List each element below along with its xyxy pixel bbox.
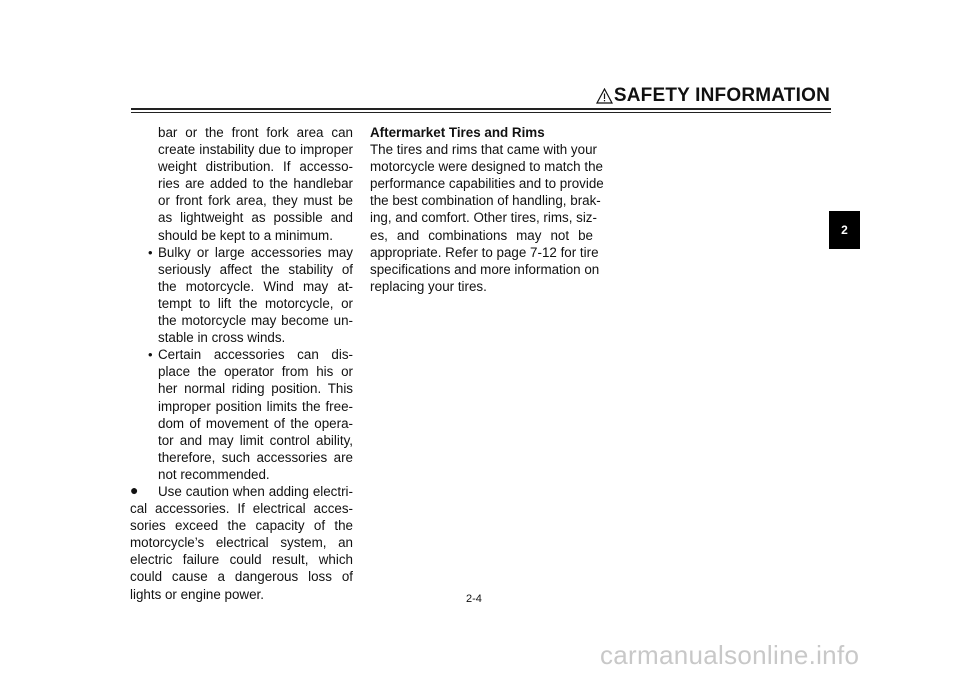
text-line: es, and combinations may not be [370, 227, 593, 243]
text-line: ries are added to the handlebar [158, 176, 353, 192]
text-line: lights or engine power. [130, 586, 264, 602]
sub-bullet-item [130, 346, 353, 483]
text-line: or front fork area, they must be [158, 193, 353, 209]
text-line: could cause a dangerous loss of [130, 569, 353, 585]
text-line: therefore, such accessories are [158, 449, 353, 465]
section-heading: Aftermarket Tires and Rims [370, 125, 545, 140]
text-line: motorcycle were designed to match the [370, 159, 603, 175]
page-number: 2-4 [466, 593, 482, 605]
text-line: her normal riding position. This [158, 381, 353, 397]
text-line: cal accessories. If electrical acces- [130, 501, 353, 517]
text-line: tempt to lift the motorcycle, or [158, 295, 353, 311]
text-line: specifications and more information on [370, 261, 600, 277]
text-line: bar or the front fork area can [158, 125, 353, 140]
header-rule [131, 108, 831, 110]
text-line: stable in cross winds. [158, 330, 286, 346]
left-column [130, 124, 353, 603]
page-header [596, 85, 830, 107]
continued-paragraph [158, 124, 353, 244]
text-line: ing, and comfort. Other tires, rims, siz- [370, 210, 597, 226]
main-bullet-item [130, 483, 353, 603]
chapter-tab: 2 [829, 211, 860, 249]
text-line: improper position limits the free- [158, 398, 353, 414]
page-title: SAFETY INFORMATION [613, 85, 830, 106]
text-line: place the operator from his or [158, 364, 353, 380]
text-line: the motorcycle. Wind may at- [158, 278, 353, 294]
text-line: the motorcycle may become un- [158, 313, 353, 329]
header-rule-thin [131, 112, 831, 113]
large-bullet-icon: ● [130, 481, 139, 498]
text-line: The tires and rims that came with your [370, 142, 597, 158]
text-line: should be kept to a minimum. [158, 227, 333, 243]
text-line: the best combination of handling, brak- [370, 193, 601, 209]
text-line: Bulky or large accessories may [158, 244, 353, 260]
sub-bullet-item [130, 244, 353, 347]
text-line: dom of movement of the opera- [158, 415, 353, 431]
text-line: seriously affect the stability of [158, 261, 353, 277]
text-line: performance capabilities and to provide [370, 176, 604, 192]
text-line: motorcycle’s electrical system, an [130, 535, 353, 551]
watermark: carmanualsonline.info [600, 640, 860, 670]
warning-triangle-icon [596, 88, 613, 104]
text-line: electric failure could result, which [130, 552, 353, 568]
text-line: sories exceed the capacity of the [130, 518, 353, 534]
text-line: tor and may limit control ability, [158, 432, 353, 448]
text-line: Use caution when adding electri- [158, 483, 353, 499]
text-line: create instability due to improper [158, 142, 353, 158]
text-line: weight distribution. If accesso- [158, 159, 353, 175]
small-bullet-icon: • [148, 347, 153, 363]
small-bullet-icon: • [148, 244, 153, 260]
right-column [370, 124, 604, 295]
text-line: appropriate. Refer to page 7-12 for tire [370, 244, 599, 260]
text-line: Certain accessories can dis- [158, 347, 353, 363]
text-line: as lightweight as possible and [158, 210, 353, 226]
text-line: not recommended. [158, 466, 270, 482]
text-line: replacing your tires. [370, 278, 487, 294]
